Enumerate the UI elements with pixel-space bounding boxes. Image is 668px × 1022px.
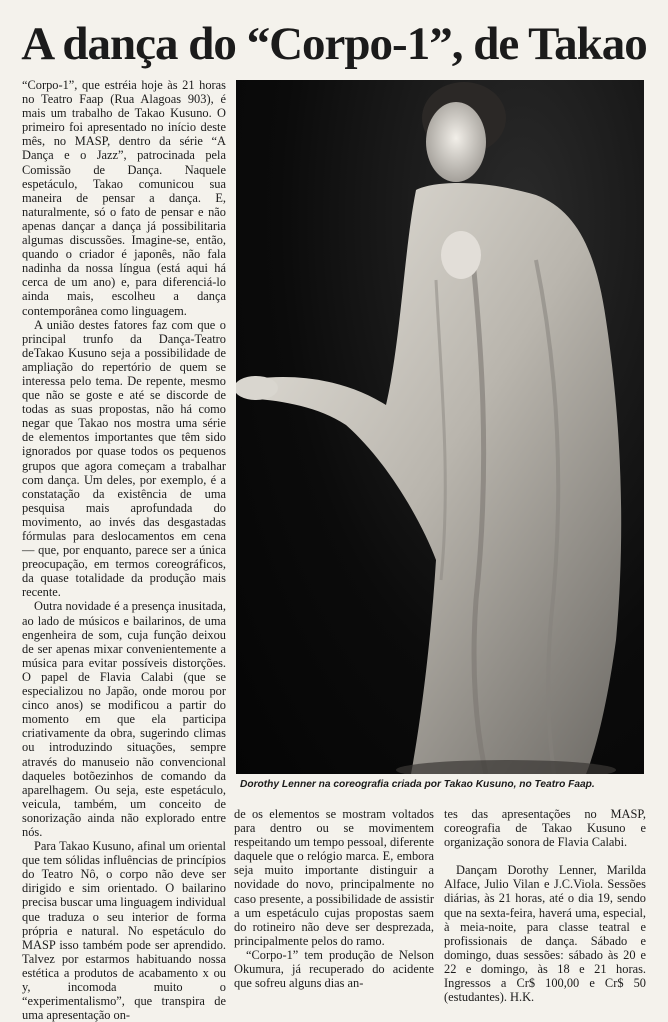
dancer-photo [236, 80, 644, 774]
paragraph: A união destes fatores faz com que o principal trunfo da Dança-Teatro deTakao Kusuno seja a possibilidade de ampliação do repertório de quem se interessa pelo tema. De repente, mesmo que não se goste e até se discorde de todas as suas propostas, não há como negar que Takao nos mostra uma série de elementos importantes que têm sido ignorados por quase todos os pequenos grupos que agora começam a trabalhar com dança. Um deles, por exemplo, é a constatação da existência de uma pesquisa mais aprofundada do movimento, ao invés das desgastadas fórmulas para deslocamentos em cena — que, por enquanto, parece ser a única preocupação, em termos coreográficos, da quase totalidade da produção mais recente. [22, 317, 226, 600]
paragraph: “Corpo-1”, que estréia hoje às 21 horas no Teatro Faap (Rua Alagoas 903), é mais um trabalho de Takao Kusuno. O primeiro foi apresentado no início deste mês, no MASP, dentro da série “A Dança e o Jazz”, patrocinada pela Comissão de Dança. Naquele espetáculo, Takao comunicou sua maneira de pensar a dança. E, naturalmente, só o fato de pensar e não apenas dançar a dança já possibilitaria algumas discussões. Imagine-se, então, quando o criador é japonês, não fala nadinha da nossa língua (está aqui há cerca de um ano) e, para diferenciá-lo ainda mais, escolheu a dança contemporânea como linguagem. [22, 78, 226, 318]
paragraph: de os elementos se mostram voltados para dentro ou se movimentem respeitando um tempo pessoal, diferente daquele que o relógio marca. E, embora seja muito importante distinguir a novidade do novo, principalmente no caso presente, a possibilidade de assistir a um espetáculo cujas propostas saem do rotineiro não deve ser desprezada, principalmente pelos do ramo. [234, 807, 434, 948]
paragraph: Dançam Dorothy Lenner, Marilda Alface, Julio Vilan e J.C.Viola. Sessões diárias, às 21 horas, até o dia 19, sendo que na sexta-feira, haverá uma, especial, à meia-noite, para classe teatral e profissionais de dança. Sábado e domingo, duas sessões: sábado às 20 e 22 e domingo, às 18 e 21 horas. Ingressos a Cr$ 100,00 e Cr$ 50 (estudantes). H.K. [444, 863, 646, 1005]
paragraph: Para Takao Kusuno, afinal um oriental que tem sólidas influências de princípios do Teatro Nô, o corpo não deve ser dirigido e sim orientado. O bailarino precisa buscar uma linguagem individual que traduza o seu interior de forma própria e natural. No espetáculo do MASP isso também pode ser aprendido. Talvez por estarmos habituando nossa estética a produtos de acabamento x ou y, incomoda muito o “experimentalismo”, que transpira de uma apresentação on- [22, 839, 226, 1022]
paragraph: “Corpo-1” tem produção de Nelson Okumura, já recuperado do acidente que sofreu alguns dias an- [234, 947, 434, 991]
article-column-1 [22, 78, 226, 1022]
paragraph: tes das apresentações no MASP, coreografia de Takao Kusuno e organização sonora de Flavia Calabi. [444, 807, 646, 850]
headline: A dança do “Corpo-1”, de Takao [21, 18, 647, 70]
article-column-3 [444, 807, 646, 1004]
paragraph: Outra novidade é a presença inusitada, ao lado de músicos e bailarinos, de uma engenheira de som, cuja função deixou de ser apenas mixar convenientemente a música para evitar possíveis distorções. O papel de Flavia Calabi (que se especializou no Japão, onde morou por cinco anos) se modificou a partir do momento em que ela participa criativamente da obra, sugerindo climas ou introduzindo situações, sempre através do manuseio não convencional daqueles botõezinhos de comando da aparelhagem. Ou seja, este espetáculo, veicula, também, um conceito de sonorização ainda não explorado entre nós. [22, 599, 226, 839]
article-column-2 [234, 807, 434, 990]
dancer-figure [236, 80, 644, 774]
photo-caption: Dorothy Lenner na coreografia criada por Takao Kusuno, no Teatro Faap. [240, 779, 595, 790]
